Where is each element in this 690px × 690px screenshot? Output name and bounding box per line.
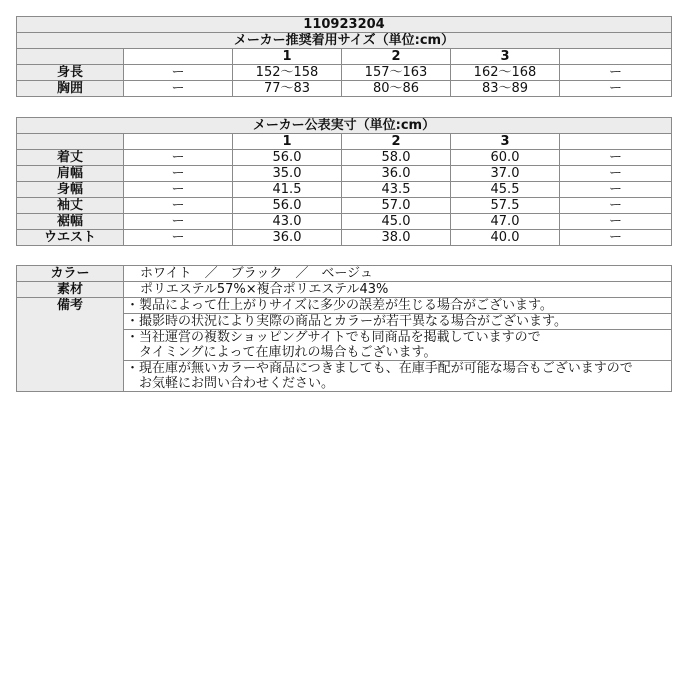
table-row xyxy=(17,166,672,182)
measurement-title: メーカー公表実寸（単位:cm） xyxy=(17,118,672,134)
table-cell: 45.5 xyxy=(451,182,560,198)
table-cell: ー xyxy=(124,182,233,198)
table-cell: 157～163 xyxy=(342,65,451,81)
table-cell: 36.0 xyxy=(233,230,342,246)
table-cell: ー xyxy=(560,65,672,81)
table-cell: ー xyxy=(560,214,672,230)
row-label-chest: 胸囲 xyxy=(17,81,124,97)
table-cell: ー xyxy=(560,81,672,97)
table-cell: 35.0 xyxy=(233,166,342,182)
table-cell: 56.0 xyxy=(233,150,342,166)
table-cell: 36.0 xyxy=(342,166,451,182)
table-cell: 41.5 xyxy=(233,182,342,198)
note-block xyxy=(124,361,672,392)
note-line: ・撮影時の状況により実際の商品とカラーが若干異なる場合がございます。 xyxy=(124,314,672,330)
notes-label: 備考 xyxy=(17,298,124,392)
table-cell: 43.5 xyxy=(342,182,451,198)
measurement-table xyxy=(16,117,672,246)
size-header-1: 1 xyxy=(233,49,342,65)
size-header-cell xyxy=(17,134,124,150)
table-row xyxy=(17,230,672,246)
row-label-body-width: 身幅 xyxy=(17,182,124,198)
table-row xyxy=(17,81,672,97)
color-value: ホワイト ／ ブラック ／ ベージュ xyxy=(124,266,672,282)
note-line: ・現在庫が無いカラーや商品につきましても、在庫手配が可能な場合もございますので xyxy=(126,361,633,376)
size-header-cell xyxy=(17,49,124,65)
size-header-cell xyxy=(560,134,672,150)
table-cell: 83～89 xyxy=(451,81,560,97)
table-cell: 57.5 xyxy=(451,198,560,214)
table-cell: 43.0 xyxy=(233,214,342,230)
product-code: 110923204 xyxy=(17,17,672,33)
size-header-2: 2 xyxy=(342,134,451,150)
size-header-cell xyxy=(124,134,233,150)
size-header-cell xyxy=(560,49,672,65)
table-cell: 37.0 xyxy=(451,166,560,182)
size-header-3: 3 xyxy=(451,134,560,150)
recommended-size-table xyxy=(16,16,672,97)
table-cell: 152～158 xyxy=(233,65,342,81)
table-row xyxy=(17,182,672,198)
table-cell: 57.0 xyxy=(342,198,451,214)
table-cell: 38.0 xyxy=(342,230,451,246)
table-cell: 60.0 xyxy=(451,150,560,166)
size-header-1: 1 xyxy=(233,134,342,150)
size-header-3: 3 xyxy=(451,49,560,65)
note-line: タイミングによって在庫切れの場合もございます。 xyxy=(126,345,437,360)
table-row xyxy=(17,214,672,230)
table-cell: ー xyxy=(560,198,672,214)
row-label-sleeve: 袖丈 xyxy=(17,198,124,214)
material-label: 素材 xyxy=(17,282,124,298)
table-cell: ー xyxy=(124,230,233,246)
table-cell: ー xyxy=(124,214,233,230)
product-info-table xyxy=(16,265,672,392)
table-cell: 47.0 xyxy=(451,214,560,230)
table-row xyxy=(17,150,672,166)
table-cell: ー xyxy=(560,230,672,246)
size-header-2: 2 xyxy=(342,49,451,65)
table-cell: ー xyxy=(124,150,233,166)
table-row xyxy=(17,198,672,214)
row-label-shoulder: 肩幅 xyxy=(17,166,124,182)
table-cell: ー xyxy=(124,65,233,81)
note-line: ・当社運営の複数ショッピングサイトでも同商品を掲載していますので xyxy=(126,330,541,345)
note-block xyxy=(124,330,672,361)
table-cell: ー xyxy=(560,150,672,166)
table-cell: ー xyxy=(124,166,233,182)
table-row xyxy=(17,65,672,81)
table-cell: 58.0 xyxy=(342,150,451,166)
table-cell: 45.0 xyxy=(342,214,451,230)
color-label: カラー xyxy=(17,266,124,282)
table-cell: 77～83 xyxy=(233,81,342,97)
row-label-hem: 裾幅 xyxy=(17,214,124,230)
table-cell: 56.0 xyxy=(233,198,342,214)
note-line: ・製品によって仕上がりサイズに多少の誤差が生じる場合がございます。 xyxy=(124,298,672,314)
table-cell: ー xyxy=(560,182,672,198)
table-cell: ー xyxy=(560,166,672,182)
table-cell: ー xyxy=(124,198,233,214)
recommended-size-title: メーカー推奨着用サイズ（単位:cm） xyxy=(17,33,672,49)
row-label-waist: ウエスト xyxy=(17,230,124,246)
size-header-cell xyxy=(124,49,233,65)
row-label-length: 着丈 xyxy=(17,150,124,166)
table-cell: ー xyxy=(124,81,233,97)
table-cell: 162～168 xyxy=(451,65,560,81)
note-line: お気軽にお問い合わせください。 xyxy=(126,376,335,391)
row-label-height: 身長 xyxy=(17,65,124,81)
material-value: ポリエステル57%×複合ポリエステル43% xyxy=(124,282,672,298)
table-cell: 80～86 xyxy=(342,81,451,97)
table-cell: 40.0 xyxy=(451,230,560,246)
